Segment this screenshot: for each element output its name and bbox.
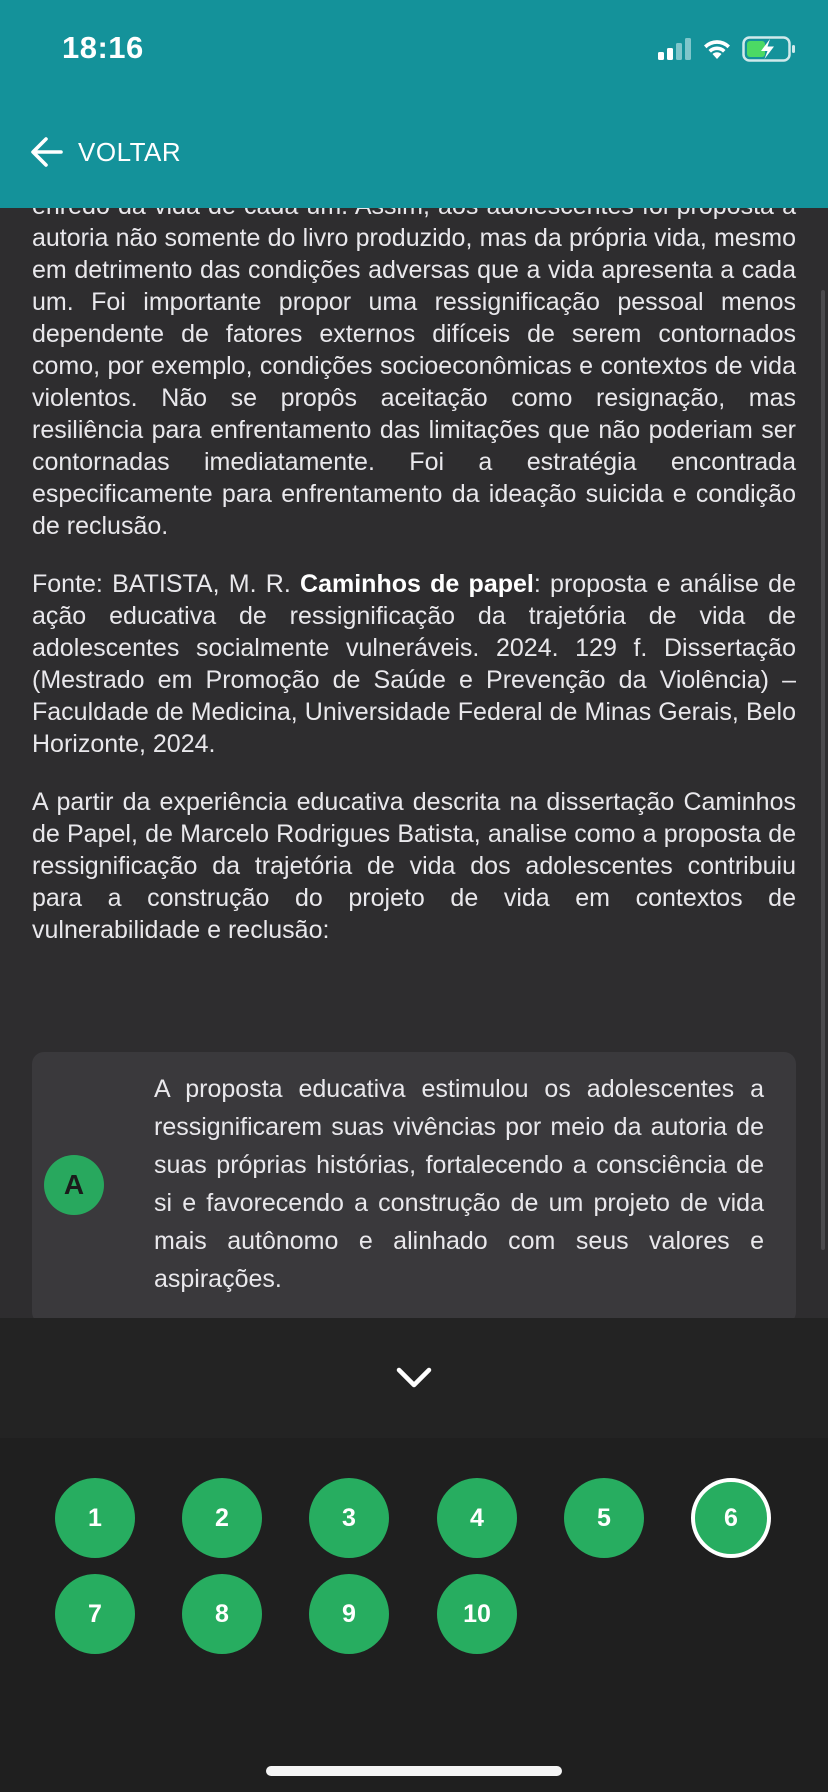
source-title: Caminhos de papel — [300, 570, 534, 598]
scroll-indicator — [821, 290, 825, 1250]
question-navigator-panel — [0, 1318, 828, 1792]
battery-charging-icon — [742, 36, 796, 62]
source-rest: : proposta e análise de ação educativa de ressignificação da trajetória de vida de adolescentes socialmente vulneráveis. 2024. 129 f. Dissertação (Mestrado em Promoção de Saúde e Prevenção da Violência) – Faculdade de Medicina, Universidade Federal de Minas Gerais, Belo Horizonte, 2024. — [32, 570, 796, 758]
arrow-left-icon — [30, 136, 64, 168]
wifi-icon — [702, 38, 732, 60]
back-button[interactable] — [30, 131, 181, 173]
chevron-down-icon[interactable] — [390, 1358, 438, 1398]
question-button-9[interactable]: 9 — [309, 1574, 389, 1654]
source-prefix: Fonte: BATISTA, M. R. — [32, 570, 301, 598]
question-button-2[interactable]: 2 — [182, 1478, 262, 1558]
context-paragraph: autoria não somente do livro produzido, mas da própria vida, mesmo em detrimento das condições adversas que a vida apresenta a cada um. Foi importante propor uma ressignificação pessoal menos dependente de fatores externos difíceis de serem contornados como, por exemplo, condições socioeconômicas e contextos de vida violentos. Não se propôs aceitação como resignação, mas resiliência para enfrentamento das limitações que não poderiam ser contornadas imediatamente. Foi a estratégia encontrada especificamente para enfrentamento da ideação suicida e condição de reclusão. — [32, 224, 796, 540]
panel-toggle-bar — [0, 1318, 828, 1438]
answer-option-a[interactable] — [32, 1052, 796, 1324]
question-button-6-current[interactable]: 6 — [691, 1478, 771, 1558]
question-button-7[interactable]: 7 — [55, 1574, 135, 1654]
question-button-3[interactable]: 3 — [309, 1478, 389, 1558]
question-statement: A partir da experiência educativa descrita na dissertação Caminhos de Papel, de Marcelo Rodrigues Batista, analise como a proposta de ressignificação da trajetória de vida dos adolescentes contribuiu para a construção do projeto de vida em contextos de vulnerabilidade e reclusão: — [32, 788, 796, 944]
question-content — [32, 190, 796, 972]
question-button-10[interactable]: 10 — [437, 1574, 517, 1654]
home-indicator — [266, 1766, 562, 1776]
app-header — [0, 0, 828, 208]
status-time: 18:16 — [62, 30, 144, 65]
question-button-5[interactable]: 5 — [564, 1478, 644, 1558]
source-citation — [32, 568, 796, 760]
back-label: VOLTAR — [78, 136, 182, 167]
cellular-signal-icon — [658, 38, 692, 60]
option-letter-badge: A — [44, 1155, 104, 1215]
question-button-4[interactable]: 4 — [437, 1478, 517, 1558]
status-icons — [658, 36, 796, 62]
question-button-8[interactable]: 8 — [182, 1574, 262, 1654]
question-button-1[interactable]: 1 — [55, 1478, 135, 1558]
option-text: A proposta educativa estimulou os adolescentes a ressignificarem suas vivências por meio da autoria de suas próprias histórias, fortalecendo a consciência de si e favorecendo a construção de um projeto de vida mais autônomo e alinhado com seus valores e aspirações. — [154, 1075, 764, 1293]
